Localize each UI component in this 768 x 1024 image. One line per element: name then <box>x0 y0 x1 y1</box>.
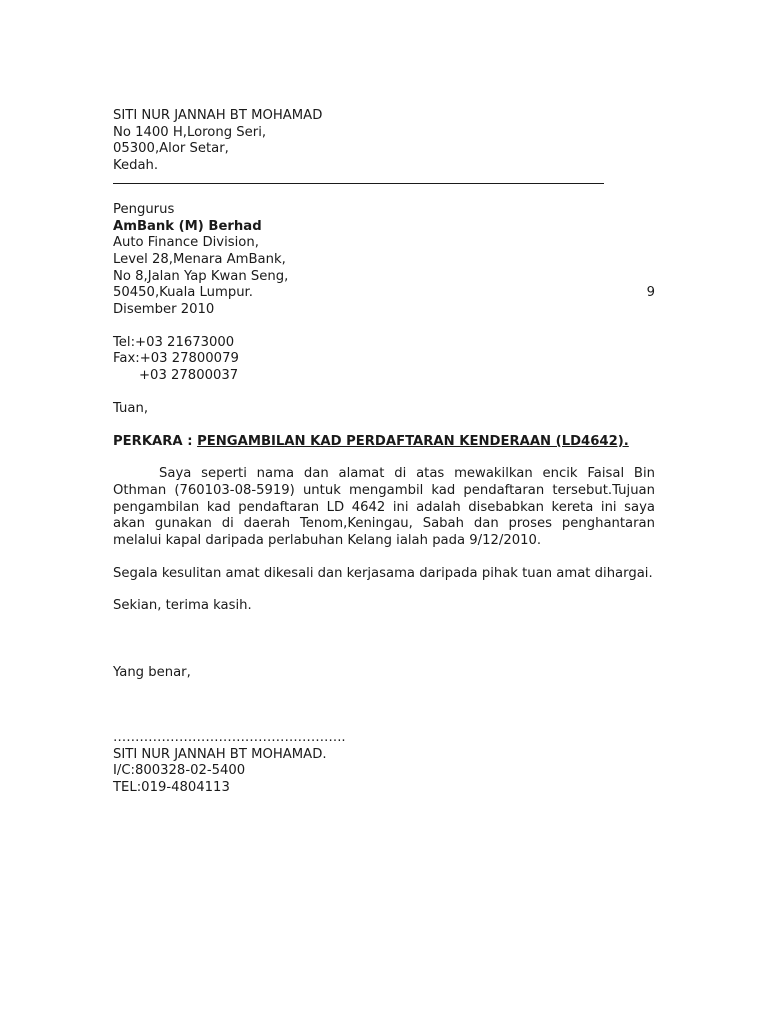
date-day: 9 <box>646 285 655 301</box>
letter-page <box>113 108 655 797</box>
contact-fax: Fax:+03 27800079 <box>113 351 239 367</box>
recipient-title: Pengurus <box>113 201 175 217</box>
date-month-year: Disember 2010 <box>113 302 215 318</box>
body-paragraph-3: Sekian, terima kasih. <box>113 598 252 614</box>
salutation: Tuan, <box>113 400 149 416</box>
recipient-address-line-4: 50450,Kuala Lumpur. <box>113 285 253 301</box>
body-paragraph-1: Saya seperti nama dan alamat di atas mewakilkan encik Faisal Bin Othman (760103-08-5919) untuk mengambil kad pendaftaran tersebut.Tujuan pengambilan kad pendaftaran LD 4642 ini adalah disebabkan kereta ini saya akan gunakan di daerah Tenom,Keningau, Sabah dan proses penghantaran melalui kapal daripada perlabuhan Kelang ialah pada 9/12/2010. <box>113 466 655 549</box>
recipient-address-line-2: Level 28,Menara AmBank, <box>113 251 286 267</box>
subject-text: PENGAMBILAN KAD PERDAFTARAN KENDERAAN (LD4642). <box>197 433 629 449</box>
contact-tel: Tel:+03 21673000 <box>113 334 235 350</box>
contact-fax-2: +03 27800037 <box>139 368 239 384</box>
signature-dots: …………………………………………….. <box>113 729 346 745</box>
signature-ic: I/C:800328-02-5400 <box>113 763 246 779</box>
sender-address-line-3: Kedah. <box>113 158 159 174</box>
recipient-block <box>113 202 655 319</box>
contact-block <box>113 335 655 385</box>
body-paragraph-2: Segala kesulitan amat dikesali dan kerjasama daripada pihak tuan amat dihargai. <box>113 565 653 581</box>
sender-address-line-1: No 1400 H,Lorong Seri, <box>113 124 267 140</box>
recipient-address-line-1: Auto Finance Division, <box>113 235 259 251</box>
recipient-company: AmBank (M) Berhad <box>113 218 262 234</box>
closing: Yang benar, <box>113 665 191 681</box>
subject-line <box>113 434 655 451</box>
signature-name: SITI NUR JANNAH BT MOHAMAD. <box>113 746 327 762</box>
separator-line <box>113 175 604 184</box>
recipient-address-line-3: No 8,Jalan Yap Kwan Seng, <box>113 268 289 284</box>
sender-name: SITI NUR JANNAH BT MOHAMAD <box>113 108 323 123</box>
subject-prefix: PERKARA : <box>113 433 193 449</box>
signature-tel: TEL:019-4804113 <box>113 779 230 795</box>
signature-block <box>113 730 655 797</box>
sender-block <box>113 108 655 175</box>
address-date-row <box>113 285 655 302</box>
sender-address-line-2: 05300,Alor Setar, <box>113 141 229 157</box>
